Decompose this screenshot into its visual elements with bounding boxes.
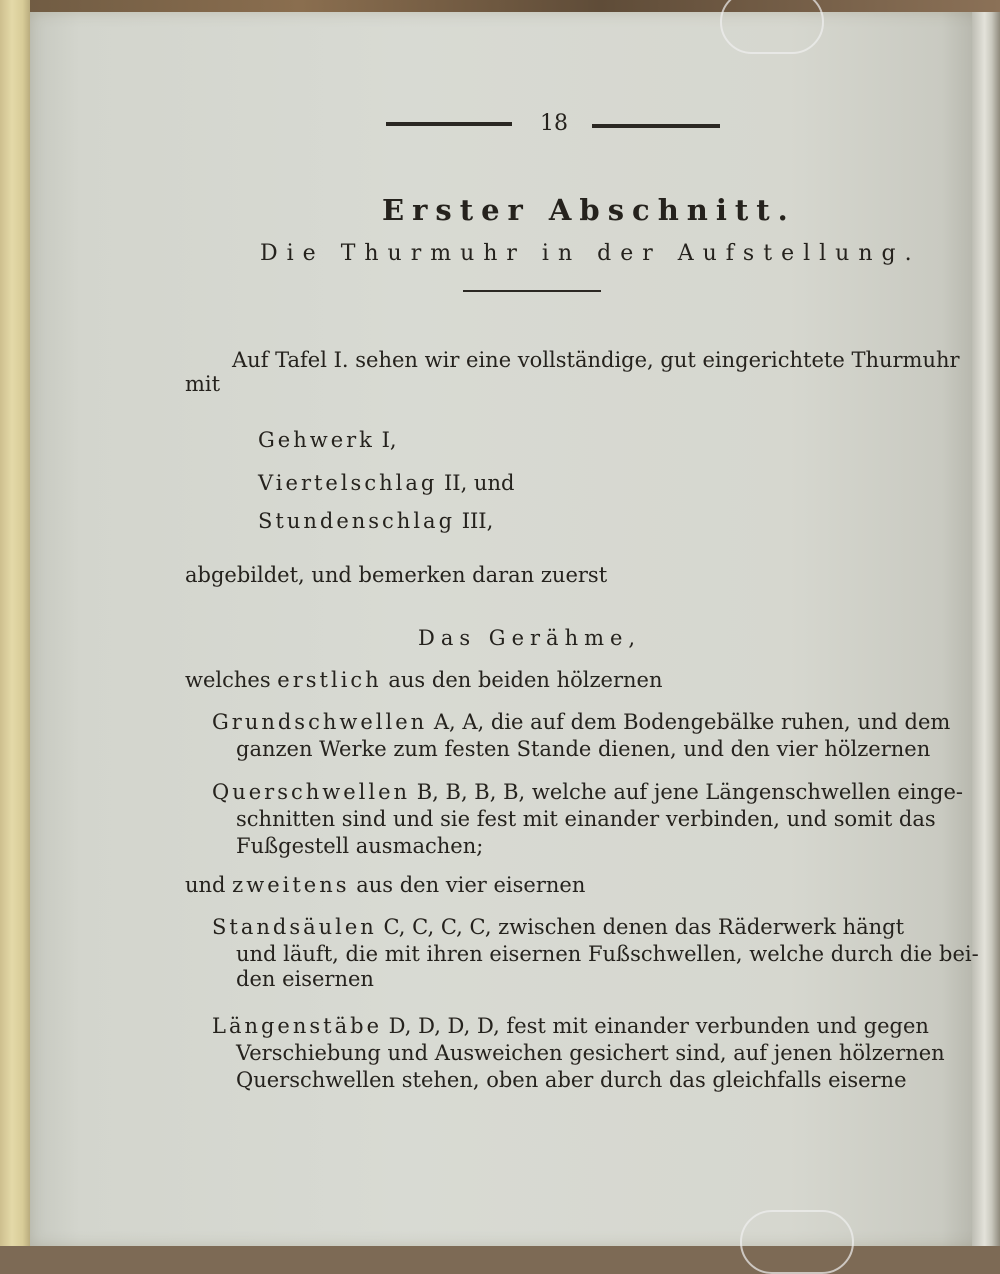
- intro-post: aus den beiden hölzernen: [381, 668, 663, 692]
- list-term: Stundenschlag: [258, 509, 456, 533]
- intro-pre: welches: [185, 668, 278, 692]
- page-clip-top: [720, 0, 824, 54]
- section-title: Erster Abschnitt.: [382, 193, 796, 227]
- list-item-gehwerk: [258, 428, 397, 452]
- item-text: C, C, C, C, zwischen denen das Räderwerk hängt: [376, 915, 905, 939]
- intro-pre: und: [185, 873, 233, 897]
- item-querschwellen-line-1: [212, 780, 963, 804]
- list-item-stundenschlag: [258, 509, 493, 533]
- subsection-heading: [418, 626, 641, 650]
- item-grundschwellen-line-1: [212, 710, 950, 734]
- intro-spaced: zweitens: [232, 873, 350, 897]
- item-term: Längenstäbe: [212, 1014, 382, 1038]
- item-text: D, D, D, D, fest mit einander verbunden und gegen: [382, 1014, 929, 1038]
- item-laengenstaebe-line-2: Verschiebung und Ausweichen gesichert sind, auf jenen hölzernen: [236, 1041, 945, 1065]
- item-laengenstaebe-line-3: Querschwellen stehen, oben aber durch das gleichfalls eiserne: [236, 1068, 907, 1092]
- item-standsaeulen-line-1: [212, 915, 904, 939]
- item-querschwellen-line-3: Fußgestell ausmachen;: [236, 834, 484, 858]
- header-rule-right: [592, 124, 720, 128]
- title-divider: [463, 290, 601, 292]
- item-grundschwellen-line-2: ganzen Werke zum festen Stande dienen, und den vier hölzernen: [236, 737, 931, 761]
- item-term: Grundschwellen: [212, 710, 428, 734]
- list-rest: III,: [455, 509, 494, 533]
- item-standsaeulen-line-3: den eisernen: [236, 967, 374, 991]
- item-querschwellen-line-2: schnitten sind und sie fest mit einander verbinden, und somit das: [236, 807, 936, 831]
- list-item-viertelschlag: [258, 471, 514, 495]
- header-rule-left: [386, 122, 512, 126]
- intro-line-1: Auf Tafel I. sehen wir eine vollständige, gut eingerichtete Thurmuhr: [232, 348, 960, 372]
- item-standsaeulen-line-2: und läuft, die mit ihren eisernen Fußschwellen, welche durch die bei-: [236, 942, 979, 966]
- list-rest: II, und: [437, 471, 515, 495]
- after-list-line: abgebildet, und bemerken daran zuerst: [185, 563, 608, 587]
- book-right-edge: [972, 12, 1000, 1246]
- page-number: 18: [540, 111, 568, 136]
- page-clip-bottom: [740, 1210, 854, 1274]
- item-term: Standsäulen: [212, 915, 377, 939]
- intro-line-2: mit: [185, 372, 221, 396]
- book-spine-edge: [0, 0, 30, 1246]
- item-text: A, A, die auf dem Bodengebälke ruhen, und dem: [427, 710, 951, 734]
- list-term: Gehwerk: [258, 428, 375, 452]
- intro-post: aus den vier eisernen: [349, 873, 586, 897]
- intro-spaced: erstlich: [277, 668, 382, 692]
- subsection-heading-text: Das Gerähme,: [418, 626, 642, 650]
- list-term: Viertelschlag: [258, 471, 438, 495]
- item-term: Querschwellen: [212, 780, 411, 804]
- geraehme-intro-line: [185, 668, 663, 692]
- item-text: B, B, B, B, welche auf jene Längenschwellen einge-: [410, 780, 963, 804]
- second-intro-line: [185, 873, 585, 897]
- item-laengenstaebe-line-1: [212, 1014, 929, 1038]
- section-subtitle: Die Thurmuhr in der Aufstellung.: [260, 241, 921, 266]
- list-rest: I,: [374, 428, 397, 452]
